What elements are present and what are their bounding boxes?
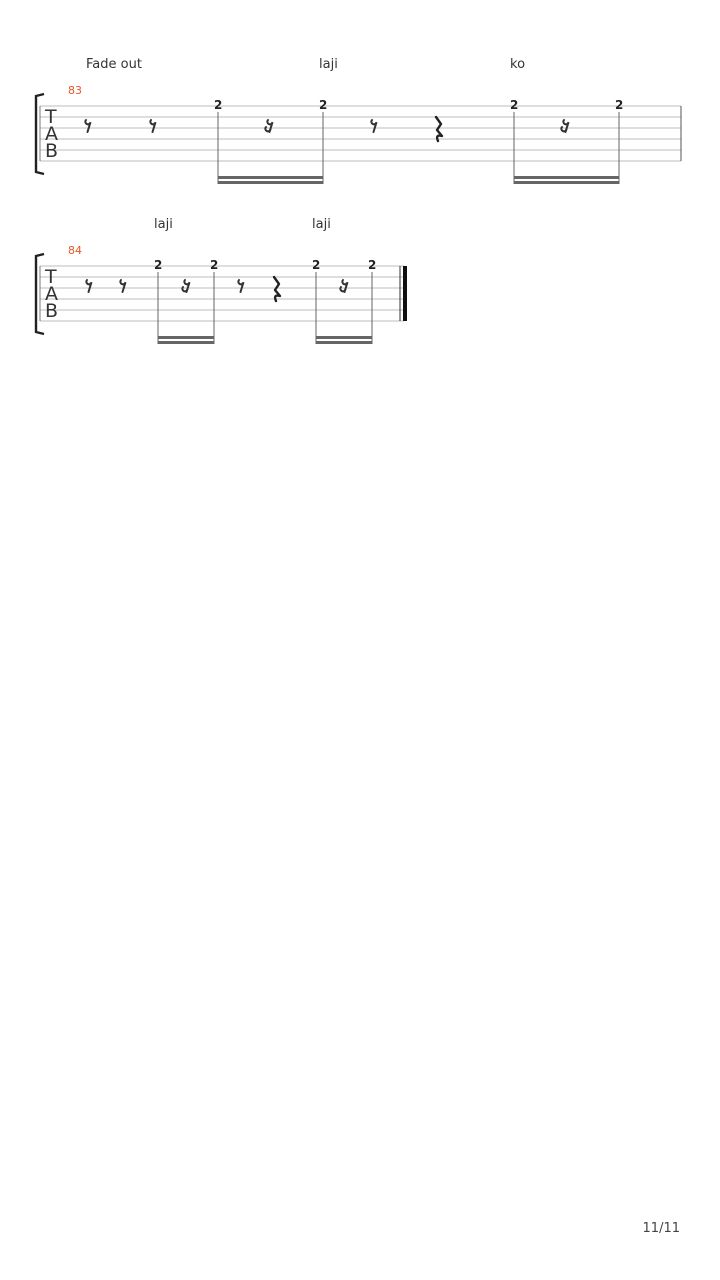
fret-number: 2 — [210, 258, 219, 272]
system-2 — [36, 217, 407, 344]
eighth-rest — [85, 120, 90, 132]
eighth-rest — [371, 120, 376, 132]
quarter-rest — [436, 117, 442, 141]
lyric-laji: laji — [312, 217, 331, 232]
page-number: 11/11 — [642, 1221, 680, 1236]
fret-number: 2 — [615, 98, 624, 112]
tab-clef-b: B — [45, 140, 59, 162]
quarter-rest — [274, 277, 280, 301]
sixteenth-rest — [182, 280, 189, 292]
fret-number: 2 — [214, 98, 223, 112]
tab-clef-a: A — [45, 123, 58, 145]
final-barline-thick — [403, 266, 407, 321]
tab-clef-t: T — [45, 106, 57, 128]
staff-lines — [40, 266, 404, 321]
staff-lines — [40, 106, 681, 161]
tab-clef-t: T — [45, 266, 57, 288]
tab-clef-b: B — [45, 300, 59, 322]
sixteenth-rest — [340, 280, 347, 292]
fret-number: 2 — [510, 98, 519, 112]
measure-number: 84 — [68, 244, 82, 257]
fret-number: 2 — [154, 258, 163, 272]
eighth-rest — [120, 280, 125, 292]
fret-number: 2 — [368, 258, 377, 272]
eighth-rest — [238, 280, 243, 292]
beams — [218, 176, 619, 184]
annotation-fade-out: Fade out — [86, 57, 142, 72]
measure-number: 83 — [68, 84, 82, 97]
lyric-laji: laji — [154, 217, 173, 232]
tab-clef-a: A — [45, 283, 58, 305]
fret-number: 2 — [312, 258, 321, 272]
lyric-ko: ko — [510, 57, 526, 72]
eighth-rest — [150, 120, 155, 132]
beams — [158, 336, 372, 344]
lyric-laji: laji — [319, 57, 338, 72]
system-1 — [36, 57, 681, 184]
eighth-rest — [86, 280, 91, 292]
sixteenth-rest — [561, 120, 568, 132]
fret-number: 2 — [319, 98, 328, 112]
note-stems — [218, 112, 619, 184]
sixteenth-rest — [265, 120, 272, 132]
